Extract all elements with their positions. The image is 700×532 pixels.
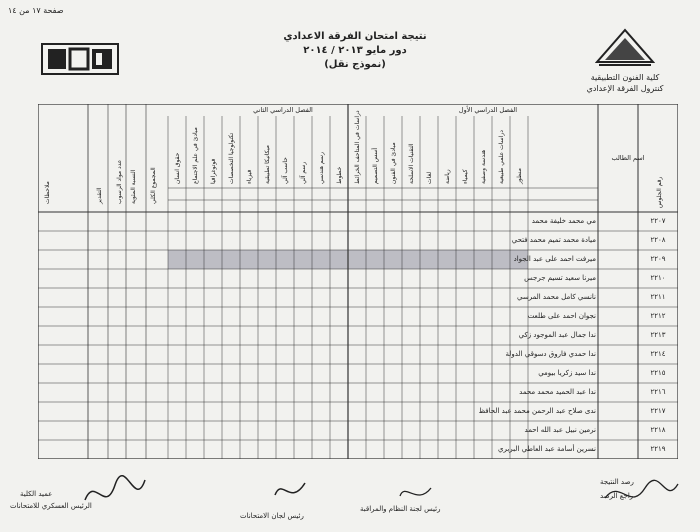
semester1-subject-header: أسس التصميم [372, 147, 379, 184]
document-title [270, 30, 440, 72]
student-name: ندا عبد الحميد محمد محمد [519, 388, 596, 396]
grades-table [38, 104, 678, 459]
recorder-signature [600, 476, 680, 516]
semester1-subject-header: التقنيات الاسلحة [408, 143, 415, 184]
student-id: ٢٢١٤ [650, 350, 666, 358]
results-recorder-label: رصد النتيجة [600, 478, 634, 486]
student-name: مي محمد خليفة محمد [531, 217, 596, 225]
semester1-header: الفصل الدراسي الأول [458, 106, 518, 114]
col-name-header: اسم الطالب [611, 154, 645, 162]
total-header: المجموع الكلي [150, 167, 157, 204]
dean-title-label: الرئيس العسكري للامتحانات [10, 502, 92, 510]
title-line-3: (نموذج نقل) [324, 59, 386, 70]
title-line-1: نتيجة امتحان الفرقة الاعدادي [283, 31, 427, 42]
student-id: ٢٢١٨ [650, 426, 666, 434]
col-id-header: رقم الجلوس [656, 176, 663, 208]
reviewer-label: راجع الرصد [600, 492, 634, 500]
student-name: ندا جمال عبد الموجود زكي [518, 331, 596, 339]
org-name: كلية الفنون التطبيقية [590, 73, 660, 82]
student-name: ندا سيد زكريا بيومي [538, 369, 596, 377]
student-name: ميرنا سعيد تسيم جرجس [524, 274, 596, 282]
student-name: ندا حمدي فاروق دسوقي الدولة [505, 350, 596, 358]
org-control: كنترول الفرقة الإعدادي [586, 84, 664, 93]
percent-header: النسبة المئوية [130, 169, 137, 204]
pyramid-emblem-icon [595, 28, 655, 68]
semester1-subject-header: لغات [426, 171, 433, 184]
notes-header: ملاحظات [44, 181, 51, 204]
student-name: ندى صلاح عبد الرحمن محمد عبد الحافظ [478, 407, 596, 415]
student-name: ميادة محمد تميم محمد فتحي [511, 236, 596, 244]
title-line-2: دور مايو ٢٠١٣ / ٢٠١٤ [303, 45, 407, 56]
semester2-subject-header: رسم آلي [300, 161, 307, 184]
student-id: ٢٢١٦ [650, 388, 666, 396]
semester2-subject-header: حاسب آلي [282, 157, 289, 184]
committee-head-label: رئيس لجنة النظام والمراقبة [360, 505, 441, 513]
student-name: نرمين نبيل عبد الله احمد [524, 426, 596, 434]
student-id: ٢٢١٣ [650, 331, 666, 339]
student-id: ٢٢٠٩ [650, 255, 666, 263]
student-id: ٢٢١٧ [650, 407, 666, 415]
semester1-subject-header: رياضة [444, 169, 451, 184]
semester2-subject-header: ميكانيكا تطبيقية [264, 145, 271, 184]
semester1-subject-header: كيمياء [462, 169, 469, 184]
dean-signature [80, 470, 150, 520]
semester1-subject-header: دراسات في المتاحف الخرائط [354, 110, 361, 184]
semester2-subject-header: مبادئ في علم الاجتماع [192, 127, 199, 184]
dean-label: عميد الكلية [20, 490, 53, 498]
student-id: ٢٢١٩ [650, 445, 666, 453]
semester2-subject-header: فيزياء [246, 169, 253, 184]
student-id: ٢٢١٠ [650, 274, 666, 282]
semester2-subject-header: تكنولوجيا التخصصات [228, 132, 235, 184]
student-id: ٢٢١١ [650, 293, 666, 301]
semester2-header: الفصل الدراسي الثاني [253, 106, 313, 114]
semester2-subject-header: خطوط [336, 166, 343, 184]
exams-head-signature [270, 475, 310, 510]
student-id: ٢٢٠٧ [650, 217, 666, 225]
status-header: التقدير [96, 187, 103, 204]
student-id: ٢٢٠٨ [650, 236, 666, 244]
semester1-subject-header: منظور [516, 168, 523, 184]
student-name: نانسي كامل محمد المرسي [517, 293, 596, 301]
committee-signature [395, 478, 435, 508]
semester1-subject-header: مبادئ في الفنون [390, 142, 397, 184]
university-logo-right [582, 28, 668, 108]
student-id: ٢٢١٥ [650, 369, 666, 377]
student-name: نسرين أسامة عبد العاطي البربري [498, 445, 596, 453]
semester2-subject-header: رسم هندسي [318, 152, 325, 184]
college-logo-left [40, 40, 120, 92]
semester2-subject-header: حقوق انسان [174, 152, 181, 184]
exams-head-label: رئيس لجان الامتحانات [240, 512, 304, 520]
student-name: ميرفت احمد على عبد الجواد [513, 255, 596, 263]
page-number: صفحة ١٧ من ١٤ [8, 6, 64, 15]
semester2-subject-header: فوتوغرافيا [210, 158, 217, 184]
student-name: نجوان احمد على طلعت [527, 312, 596, 320]
fail-count-header: عدد مواد الرسوب [116, 159, 123, 204]
semester1-subject-header: دراسات علمي طبيعية [498, 130, 505, 184]
semester1-subject-header: هندسة وصفية [480, 149, 487, 184]
student-id: ٢٢١٢ [650, 312, 666, 320]
